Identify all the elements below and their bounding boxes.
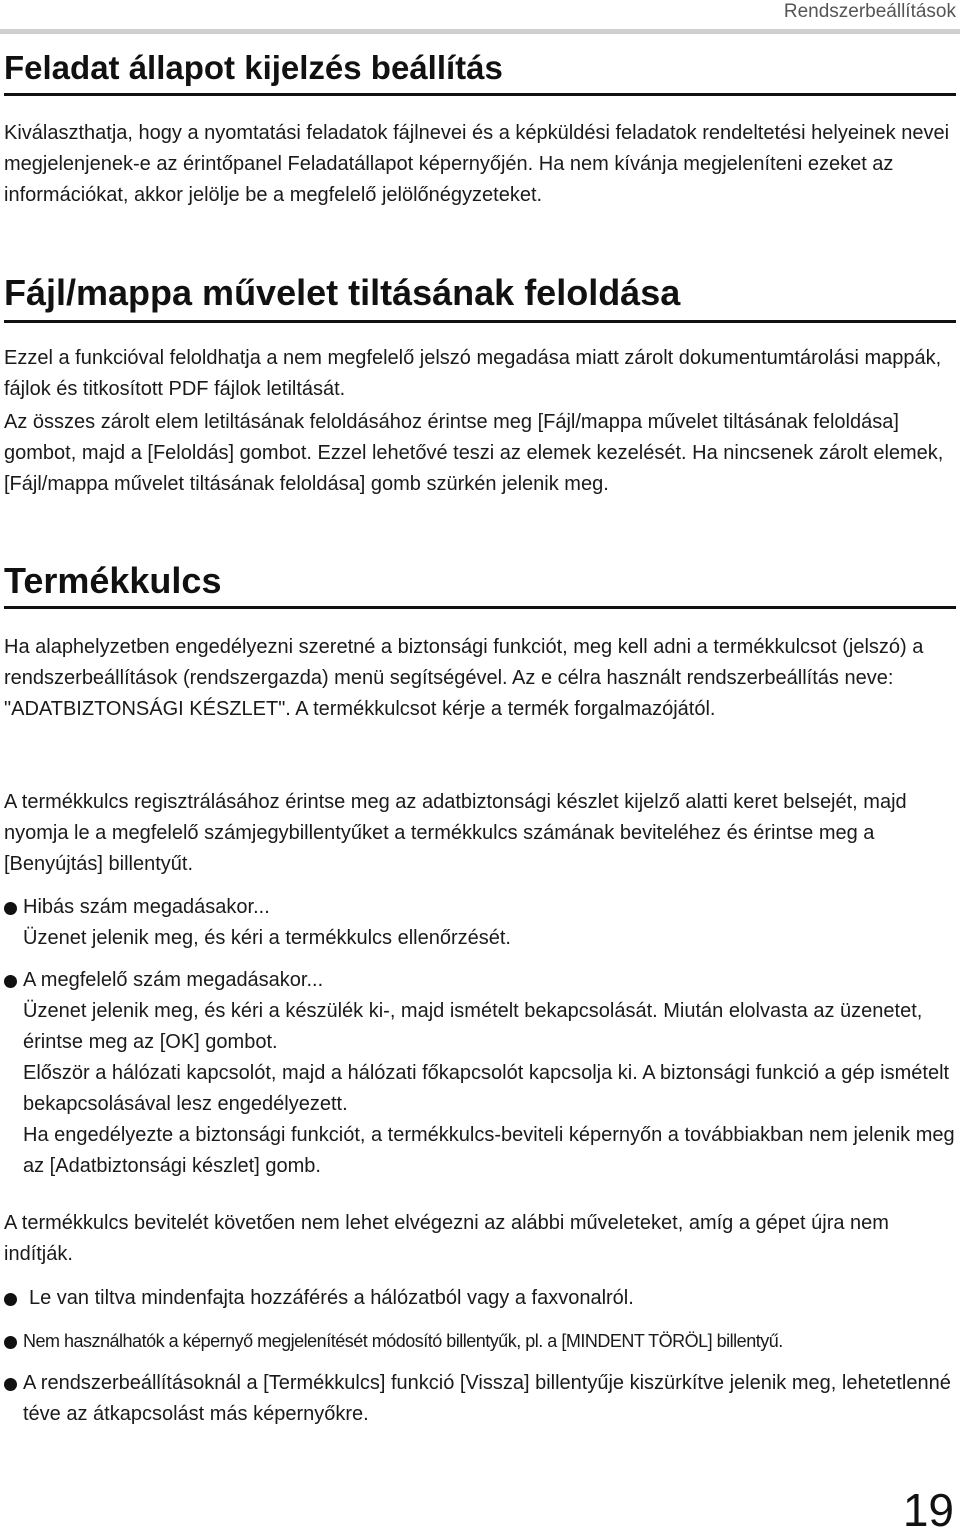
section-title-product-key: Termékkulcs xyxy=(4,560,222,601)
bullet-detail: Ha engedélyezte a biztonsági funkciót, a termékkulcs-beviteli képernyőn a továbbiakban nem jelenik meg az [Adatbiztonsági készlet] gomb. xyxy=(23,1124,955,1177)
bullet-dot-icon xyxy=(4,1378,17,1391)
running-header xyxy=(0,0,960,34)
bullet-dot-icon xyxy=(4,1336,17,1349)
bullet-dot-icon xyxy=(4,902,17,915)
bullet-detail: Először a hálózati kapcsolót, majd a hálózati főkapcsolót kapcsolja ki. A biztonsági funkció a gép ismételt bekapcsolásával lesz engedélyezett. xyxy=(23,1062,950,1115)
restriction-text: Nem használhatók a képernyő megjelenítését módosító billentyűk, pl. a [MINDENT TÖRÖL] billentyű. xyxy=(23,1331,783,1351)
section-rule xyxy=(4,320,956,323)
page-number: 19 xyxy=(902,1484,954,1536)
list-item xyxy=(4,1326,958,1357)
bullet-dot-icon xyxy=(4,1293,17,1306)
section-rule xyxy=(4,606,956,609)
list-item xyxy=(4,1368,958,1430)
list-item xyxy=(4,965,958,1182)
bullet-detail: Üzenet jelenik meg, és kéri a termékkulcs ellenőrzését. xyxy=(23,927,511,949)
paragraph: Az összes zárolt elem letiltásának feloldásához érintse meg [Fájl/mappa művelet tiltásának feloldása] gombot, majd a [Feloldás] gombot. Ezzel lehetővé teszi az elemek kezelését. Ha nincsenek zárolt elemek, [Fájl/mappa művelet tiltásának feloldása] gomb szürkén jelenik meg. xyxy=(4,411,944,495)
paragraph: A termékkulcs bevitelét követően nem lehet elvégezni az alábbi műveleteket, amíg a gépet újra nem indítják. xyxy=(4,1212,889,1265)
list-item xyxy=(4,1283,958,1314)
restriction-text: A rendszerbeállításoknál a [Termékkulcs] funkció [Vissza] billentyűje kiszürkítve jelenik meg, lehetetlenné téve az átkapcsolást más képernyőkre. xyxy=(23,1372,951,1425)
paragraph: Ha alaphelyzetben engedélyezni szeretné a biztonsági funkciót, meg kell adni a termékkulcsot (jelszó) a rendszerbeállítások (rendszergazda) menü segítségével. Az e célra használt rendszerbeállítás neve: "ADATBIZTONSÁGI KÉSZLET". A termékkulcsot kérje a termék forgalmazójától. xyxy=(4,636,924,720)
paragraph: Ezzel a funkcióval feloldhatja a nem megfelelő jelszó megadása miatt zárolt dokumentumtárolási mappák, fájlok és titkosított PDF fájlok letiltását. xyxy=(4,347,942,400)
bullet-lead: Hibás szám megadásakor... xyxy=(23,896,270,918)
bullet-dot-icon xyxy=(4,975,17,988)
bullet-detail: Üzenet jelenik meg, és kéri a készülék ki-, majd ismételt bekapcsolását. Miután elolvasta az üzenetet, érintse meg az [OK] gombot. xyxy=(23,1000,923,1053)
restriction-text: Le van tiltva mindenfajta hozzáférés a hálózatból vagy a faxvonalról. xyxy=(29,1287,634,1309)
section-title-file-unlock: Fájl/mappa művelet tiltásának feloldása xyxy=(4,272,681,313)
paragraph: A termékkulcs regisztrálásához érintse meg az adatbiztonsági készlet kijelző alatti keret belsejét, majd nyomja le a megfelelő számjegybillentyűket a termékkulcs számának beviteléhez és érintse meg a [Benyújtás] billentyűt. xyxy=(4,791,907,875)
header-section-label: Rendszerbeállítások xyxy=(776,0,956,24)
list-item xyxy=(4,892,958,954)
header-rule xyxy=(0,29,960,34)
paragraph: Kiválaszthatja, hogy a nyomtatási feladatok fájlnevei és a képküldési feladatok rendeltetési helyeinek nevei megjelenjenek-e az érintőpanel Feladatállapot képernyőjén. Ha nem kívánja megjeleníteni ezeket az információkat, akkor jelölje be a megfelelő jelölőnégyzeteket. xyxy=(4,122,950,206)
section-rule xyxy=(4,93,956,96)
section-title-job-status: Feladat állapot kijelzés beállítás xyxy=(4,49,503,86)
bullet-lead: A megfelelő szám megadásakor... xyxy=(23,969,324,991)
